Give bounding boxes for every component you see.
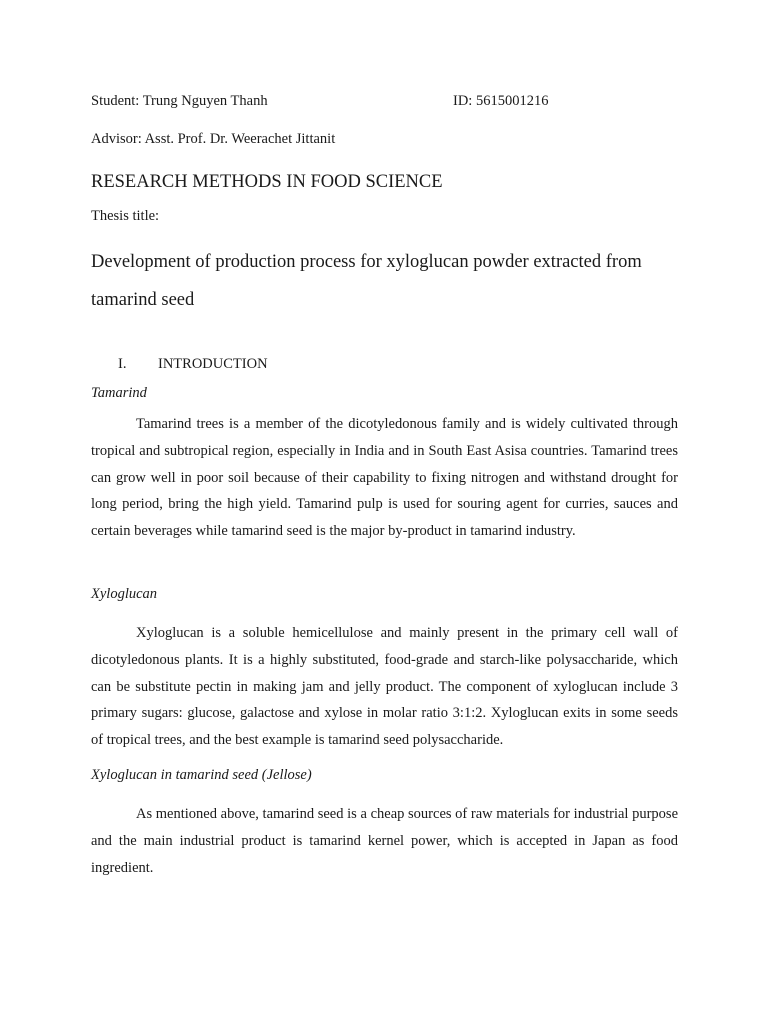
subsection-heading-xyloglucan: Xyloglucan	[91, 586, 158, 602]
thesis-title: Development of production process for xyloglucan powder extracted from tamarind seed	[91, 252, 642, 310]
paragraph-tamarind: Tamarind trees is a member of the dicotyledonous family and is widely cultivated through tropical and subtropical region, especially in India and in South East Asisa countries. Tamarind trees can grow well in poor soil because of their capability to fixing nitrogen and withstand drought for long period, bring the high yield. Tamarind pulp is used for souring agent for curries, sauces and certain beverages while tamarind seed is the major by-product in tamarind industry.	[91, 416, 678, 540]
paragraph-xyloglucan: Xyloglucan is a soluble hemicellulose and mainly present in the primary cell wall of dicotyledonous plants. It is a highly substituted, food-grade and starch-like polysaccharide, which can be substitute pectin in making jam and jelly product. The component of xyloglucan include 3 primary sugars: glucose, galactose and xylose in molar ratio 3:1:2. Xyloglucan exits in some seeds of tropical trees, and the best example is tamarind seed polysaccharide.	[91, 625, 678, 749]
subsection-heading-jellose: Xyloglucan in tamarind seed (Jellose)	[91, 767, 312, 783]
subsection-heading-tamarind: Tamarind	[91, 385, 147, 401]
section-number: I.	[118, 356, 127, 372]
thesis-label: Thesis title:	[91, 208, 160, 224]
paragraph-jellose: As mentioned above, tamarind seed is a cheap sources of raw materials for industrial purpose and the main industrial product is tamarind kernel power, which is accepted in Japan as food ingredient.	[91, 806, 678, 876]
section-title: INTRODUCTION	[158, 356, 268, 372]
student-name: Student: Trung Nguyen Thanh	[91, 93, 268, 109]
course-title: RESEARCH METHODS IN FOOD SCIENCE	[91, 172, 443, 192]
advisor-name: Advisor: Asst. Prof. Dr. Weerachet Jittanit	[91, 131, 336, 147]
student-id: ID: 5615001216	[453, 93, 549, 109]
